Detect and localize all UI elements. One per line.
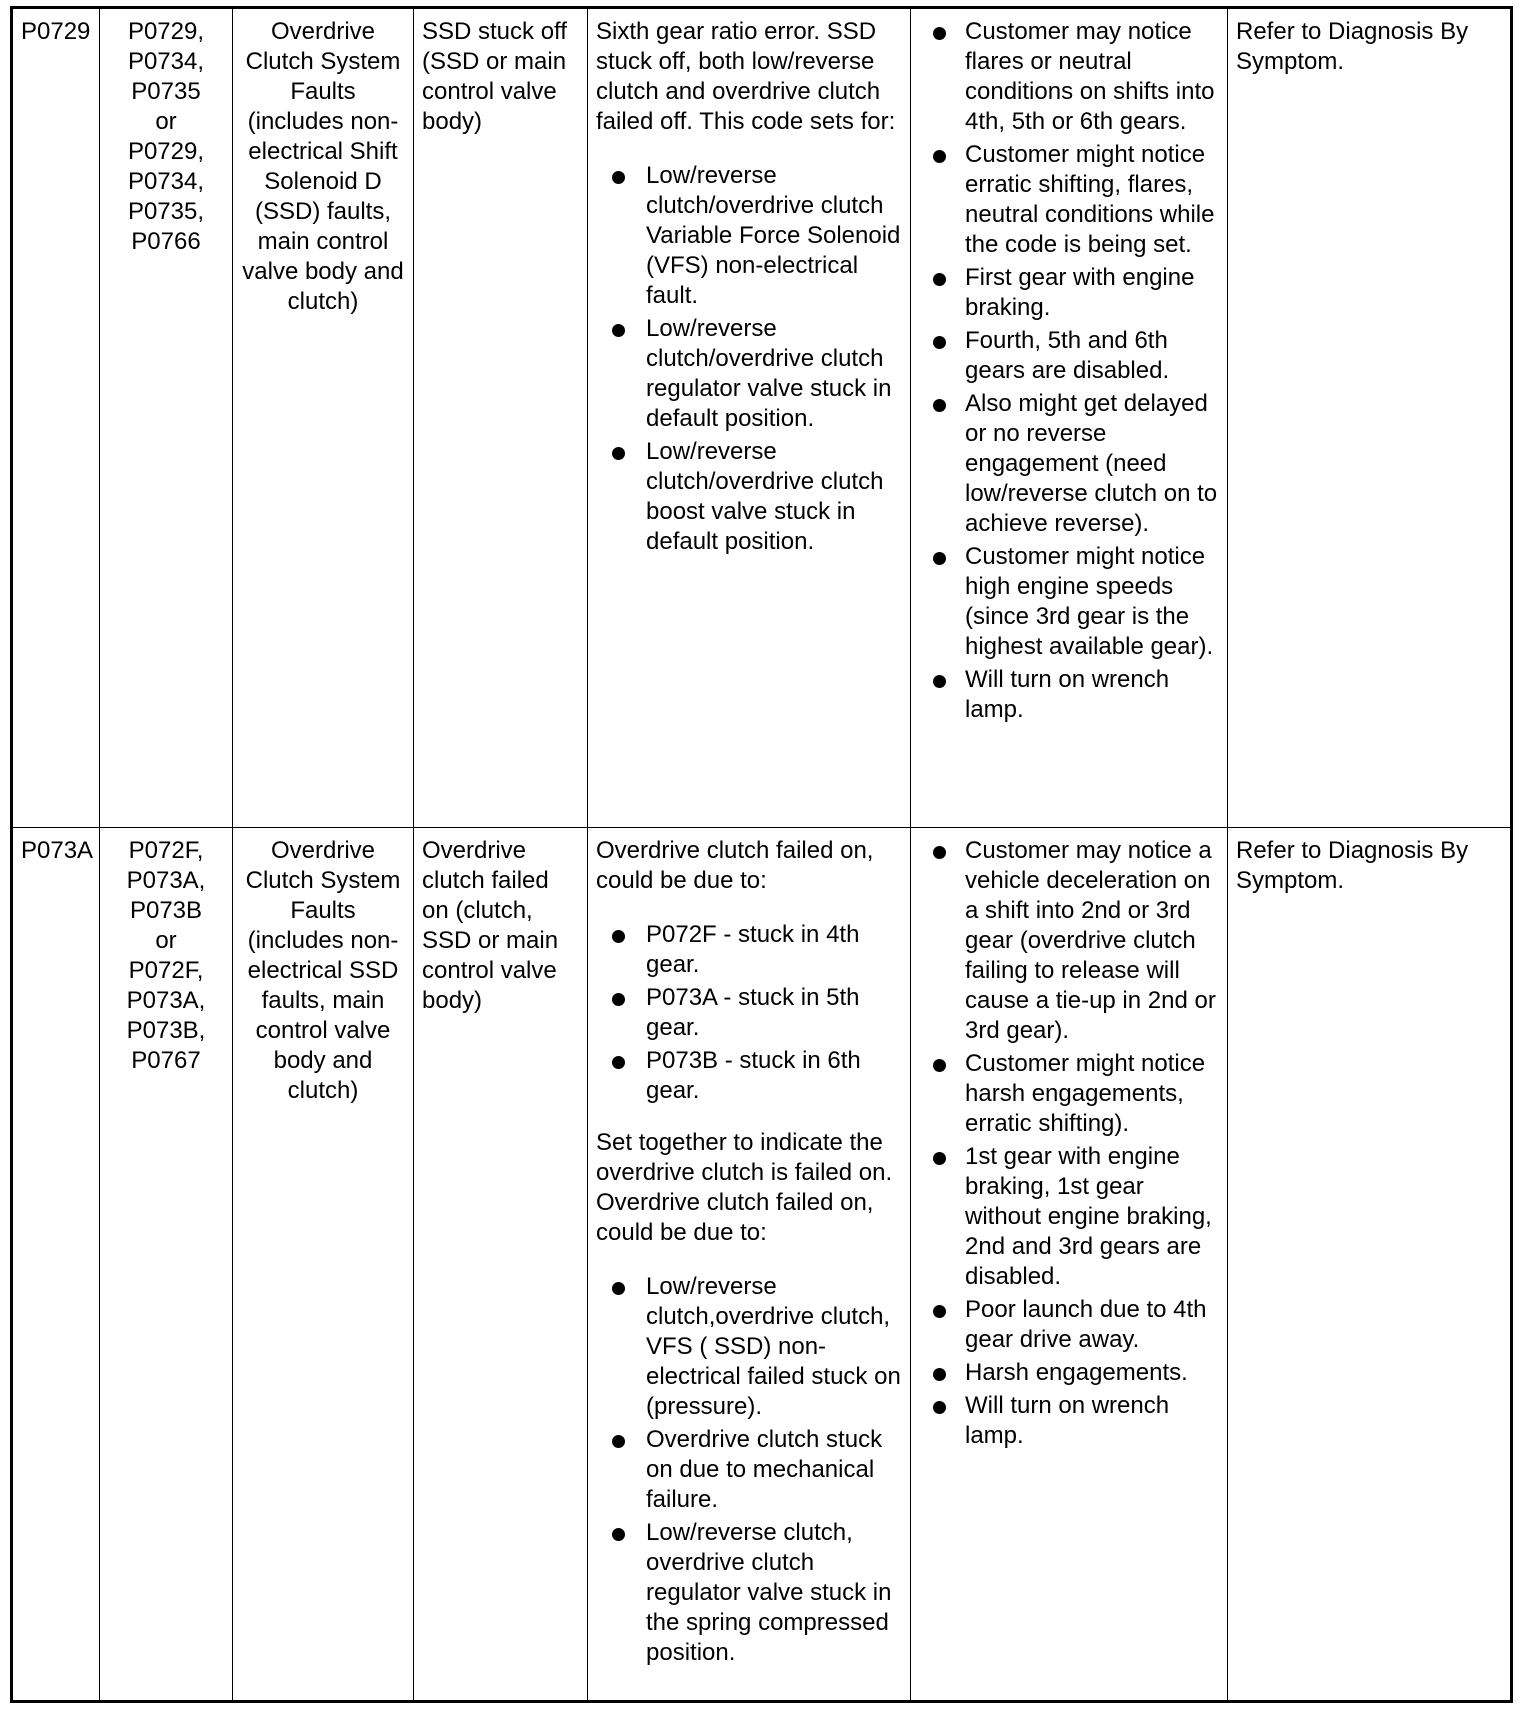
list-item: Low/reverse clutch, overdrive clutch regulator valve stuck in the spring compressed position.: [596, 1518, 902, 1668]
list-item: Low/reverse clutch,overdrive clutch, VFS ( SSD) non-electrical failed stuck on (pressure).: [596, 1272, 902, 1422]
related-code-line: P072F,: [128, 957, 204, 984]
related-code-line: P0729,: [127, 138, 205, 165]
description-intro: Sixth gear ratio error. SSD stuck off, both low/reverse clutch and overdrive clutch failed off. This code sets for:: [596, 18, 896, 135]
related-code-line: P073A,: [126, 867, 206, 894]
fault-text: SSD stuck off (SSD or main control valve body): [422, 18, 567, 135]
list-item: Low/reverse clutch/overdrive clutch boost valve stuck in default position.: [596, 437, 902, 557]
related-code-line: P0735,: [127, 198, 205, 225]
list-item: P072F - stuck in 4th gear.: [596, 920, 902, 980]
related-code-line: P0735: [131, 78, 201, 105]
related-code-line: P0729,: [127, 18, 205, 45]
action-text: Refer to Diagnosis By Symptom.: [1236, 18, 1469, 75]
action-cell: [1228, 8, 1512, 828]
list-item: Customer might notice harsh engagements, erratic shifting).: [919, 1049, 1219, 1139]
list-item: Also might get delayed or no reverse engagement (need low/reverse clutch on to achieve reverse).: [919, 389, 1219, 539]
dtc-code: P073A: [21, 837, 94, 864]
dtc-table: [10, 6, 1513, 1703]
list-item: Fourth, 5th and 6th gears are disabled.: [919, 326, 1219, 386]
list-item: Customer might notice erratic shifting, flares, neutral conditions while the code is being set.: [919, 140, 1219, 260]
related-code-line: P073A,: [126, 987, 206, 1014]
dtc-code-cell: [12, 8, 100, 828]
related-code-line: P0734,: [127, 168, 205, 195]
related-code-line: P0766: [131, 228, 201, 255]
list-item: Customer may notice a vehicle deceleration on a shift into 2nd or 3rd gear (overdrive clutch failing to release will cause a tie-up in 2nd or 3rd gear).: [919, 836, 1219, 1046]
list-item: First gear with engine braking.: [919, 263, 1219, 323]
dtc-code-cell: [12, 828, 100, 1702]
related-code-line: or: [155, 927, 177, 954]
action-text: Refer to Diagnosis By Symptom.: [1236, 837, 1469, 894]
fault-text: Overdrive clutch failed on (clutch, SSD or main control valve body): [422, 837, 559, 1014]
list-item: P073A - stuck in 5th gear.: [596, 983, 902, 1043]
related-code-line: P0734,: [127, 48, 205, 75]
description-cell: [588, 828, 911, 1702]
system-text: Overdrive Clutch System Faults (includes non-electrical SSD faults, main control valve body and clutch): [245, 837, 401, 1104]
list-item: Poor launch due to 4th gear drive away.: [919, 1295, 1219, 1355]
fault-cell: [414, 828, 588, 1702]
list-item: Customer might notice high engine speeds (since 3rd gear is the highest available gear).: [919, 542, 1219, 662]
action-cell: [1228, 828, 1512, 1702]
description-cell: [588, 8, 911, 828]
fault-cell: [414, 8, 588, 828]
conditions-cell: [911, 828, 1228, 1702]
system-text: Overdrive Clutch System Faults (includes non-electrical Shift Solenoid D (SSD) faults, main control valve body and clutch): [242, 18, 404, 315]
list-item: Overdrive clutch stuck on due to mechanical failure.: [596, 1425, 902, 1515]
related-code-line: P073B: [129, 897, 203, 924]
description-note: Overdrive clutch failed on, could be due to:: [596, 1189, 874, 1246]
related-code-line: P072F,: [128, 837, 204, 864]
table-row: [12, 8, 1512, 828]
description-note: Set together to indicate the overdrive clutch is failed on.: [596, 1129, 893, 1186]
table-row: [12, 828, 1512, 1702]
related-codes-cell: [100, 828, 233, 1702]
conditions-cell: [911, 8, 1228, 828]
list-item: Low/reverse clutch/overdrive clutch regulator valve stuck in default position.: [596, 314, 902, 434]
list-item: Customer may notice flares or neutral conditions on shifts into 4th, 5th or 6th gears.: [919, 17, 1219, 137]
list-item: Harsh engagements.: [919, 1358, 1219, 1388]
dtc-code: P0729: [21, 18, 91, 45]
list-item: P073B - stuck in 6th gear.: [596, 1046, 902, 1106]
system-cell: [233, 8, 414, 828]
description-list: [596, 1272, 902, 1668]
description-list: [596, 161, 902, 557]
conditions-list: [919, 836, 1219, 1451]
list-item: Low/reverse clutch/overdrive clutch Variable Force Solenoid (VFS) non-electrical fault.: [596, 161, 902, 311]
list-item: Will turn on wrench lamp.: [919, 1391, 1219, 1451]
list-item: 1st gear with engine braking, 1st gear without engine braking, 2nd and 3rd gears are disabled.: [919, 1142, 1219, 1292]
related-code-line: P0767: [131, 1047, 201, 1074]
related-code-line: P073B,: [126, 1017, 206, 1044]
description-intro: Overdrive clutch failed on, could be due to:: [596, 837, 874, 894]
related-codes-cell: [100, 8, 233, 828]
system-cell: [233, 828, 414, 1702]
list-item: Will turn on wrench lamp.: [919, 665, 1219, 725]
related-code-line: or: [155, 108, 177, 135]
description-list: [596, 920, 902, 1106]
conditions-list: [919, 17, 1219, 725]
